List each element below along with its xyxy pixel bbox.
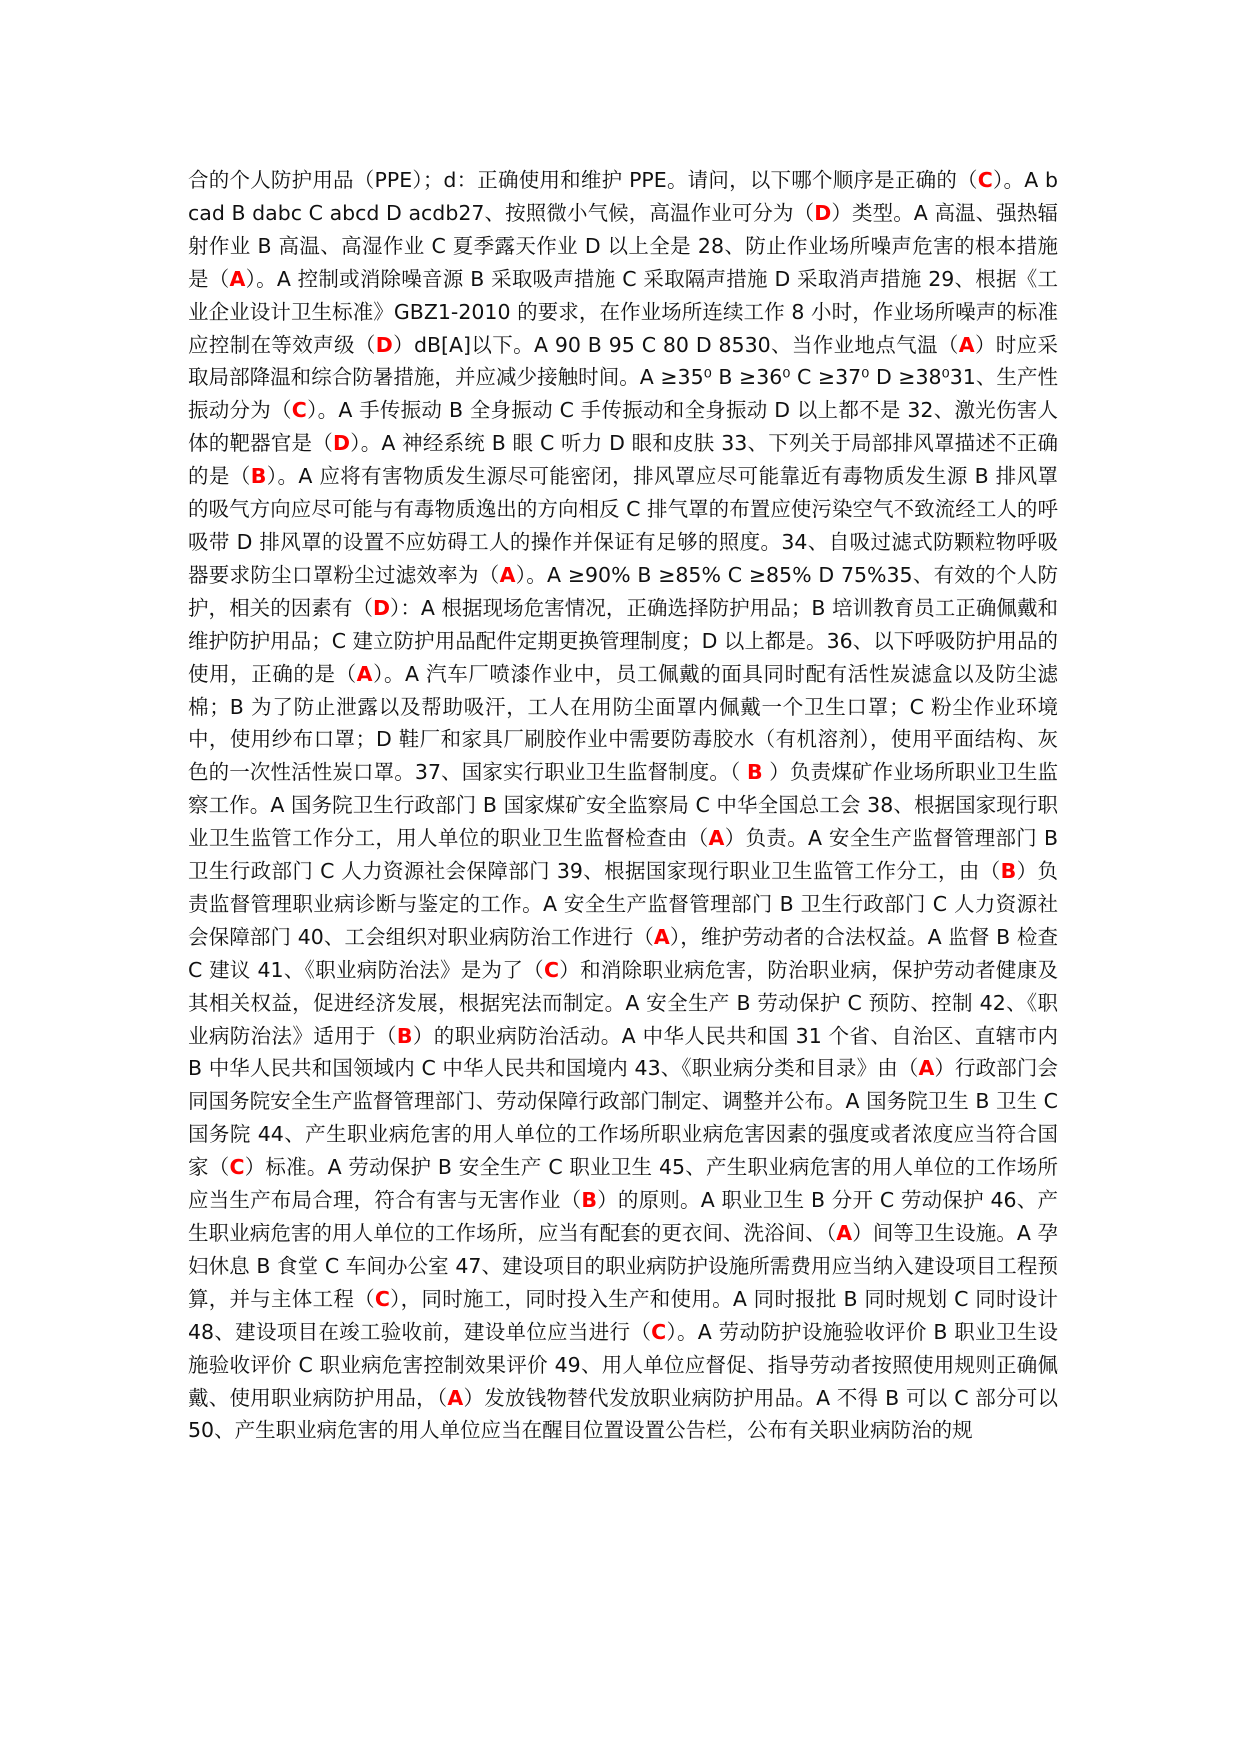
- question-text: ）dB[A]以下。A 90 B 95 C 80 D 8530、当作业地点气温（: [392, 332, 959, 357]
- question-text: ），同时施工，同时投入生产和使用。A 同时报批 B 同时规划 C 同时设计 48、建设项目在竣工验收前，建设单位应当进行（: [188, 1286, 1059, 1344]
- answer-letter: D: [814, 200, 832, 225]
- answer-letter: A: [918, 1056, 935, 1081]
- question-text: ）发放钱物替代发放职业病防护用品。A 不得 B 可以 C 部分可以 50、产生职业病危害的用人单位应当在醒目位置设置公告栏，公布有关职业病防治的规: [188, 1385, 1058, 1443]
- answer-letter: C: [229, 1155, 245, 1180]
- question-text: ）的职业病防治活动。A 中华人民共和国 31 个省、自治区、直辖市内 B 中华人民共和国领域内 C 中华人民共和国境内 43、《职业病分类和目录》由（: [188, 1023, 1058, 1081]
- answer-letter: A: [958, 332, 975, 357]
- answer-letter: A: [229, 266, 246, 291]
- answer-letter: B: [250, 464, 267, 489]
- answer-letter: A: [499, 562, 516, 587]
- answer-letter: C: [977, 168, 993, 192]
- answer-letter: A: [653, 924, 670, 949]
- answer-letter: A: [708, 826, 725, 851]
- question-text: ）。A ≥90% B ≥85% C ≥85% D 75%35、有效的个人防护，相关的因素有（: [188, 562, 1058, 620]
- answer-letter: C: [374, 1286, 390, 1311]
- question-text: ）。A 劳动防护设施验收评价 B 职业卫生设施验收评价 C 职业病危害控制效果评价 49、用人单位应督促、指导劳动者按照使用规则正确佩戴、使用职业病防护用品，（: [188, 1319, 1058, 1410]
- answer-letter: C: [651, 1319, 667, 1344]
- question-text: ），维护劳动者的合法权益。A 监督 B 检查 C 建议 41、《职业病防治法》是为了（: [188, 924, 1058, 982]
- question-text: ）行政部门会同国务院安全生产监督管理部门、劳动保障行政部门制定、调整并公布。A 国务院卫生 B 卫生 C 国务院 44、产生职业病危害的用人单位的工作场所职业病危害因素的强度或者浓度应当符合国家（: [188, 1056, 1059, 1180]
- answer-letter: B: [1000, 859, 1017, 884]
- question-text: ）。A 汽车厂喷漆作业中，员工佩戴的面具同时配有活性炭滤盒以及防尘滤棉；B 为了防止泄露以及帮助吸汗，工人在用防尘面罩内佩戴一个卫生口罩；C 粉尘作业环境中，使用纱布口罩；D 鞋厂和家具厂刷胶作业中需要防毒胶水（有机溶剂），使用平面结构、灰色的一次性活性炭口罩。37、国家实行职业卫生监督制度。（: [188, 661, 1058, 785]
- answer-letter: B: [581, 1188, 598, 1213]
- question-text: ）间等卫生设施。A 孕妇休息 B 食堂 C 车间办公室 47、建设项目的职业病防护设施所需费用应当纳入建设项目工程预算，并与主体工程（: [188, 1221, 1059, 1311]
- question-text: ）：A 根据现场危害情况，正确选择防护用品；B 培训教育员工正确佩戴和维护防护用品；C 建立防护用品配件定期更换管理制度；D 以上都是。36、以下呼吸防护用品的使用，正确的是（: [188, 595, 1059, 686]
- question-text: ）负责煤矿作业场所职业卫生监察工作。A 国务院卫生行政部门 B 国家煤矿安全监察局 C 中华全国总工会 38、根据国家现行职业卫生监管工作分工，用人单位的职业卫生监督检查由（: [188, 760, 1059, 851]
- answer-letter: B: [396, 1023, 413, 1048]
- question-text: ）。A 应将有害物质发生源尽可能密闭，排风罩应尽可能靠近有毒物质发生源 B 排风罩的吸气方向应尽可能与有毒物质逸出的方向相反 C 排气罩的布置应使污染空气不致流经工人的呼吸带 D 排风罩的设置不应妨碍工人的操作并保证有足够的照度。34、自吸过滤式防颗粒物呼吸器要求防尘口罩粉尘过滤效率为（: [188, 464, 1058, 587]
- question-text: ）的原则。A 职业卫生 B 分开 C 劳动保护 46、产生职业病危害的用人单位的工作场所，应当有配套的更衣间、洗浴间、（: [188, 1188, 1058, 1245]
- answer-letter: A: [356, 661, 373, 686]
- answer-letter: D: [332, 431, 351, 456]
- answer-letter: A: [447, 1385, 464, 1410]
- question-text: ）负责。A 安全生产监督管理部门 B 卫生行政部门 C 人力资源社会保障部门 39、根据国家现行职业卫生监管工作分工，由（: [188, 826, 1059, 884]
- answer-letter: C: [543, 957, 559, 982]
- answer-letter: D: [372, 595, 390, 620]
- question-text: ）。A 手传振动 B 全身振动 C 手传振动和全身振动 D 以上都不是 32、激光伤害人体的靶器官是（: [188, 398, 1059, 456]
- question-text: ）。A bcad B dabc C abcd D acdb27、按照微小气候，高温作业可分为（: [188, 168, 1058, 225]
- answer-letter: C: [291, 398, 307, 423]
- answer-letter: A: [836, 1221, 853, 1245]
- question-text: 合的个人防护用品（PPE）；d：正确使用和维护 PPE。请问，以下哪个顺序是正确的（: [188, 168, 978, 192]
- question-text: ）时应采取局部降温和综合防暑措施，并应减少接触时间。A ≥35⁰ B ≥36⁰ C ≥37⁰ D ≥38⁰31、生产性振动分为（: [188, 332, 1059, 423]
- question-text: ）标准。A 劳动保护 B 安全生产 C 职业卫生 45、产生职业病危害的用人单位的工作场所应当生产布局合理，符合有害与无害作业（: [188, 1155, 1058, 1213]
- answer-letter: D: [375, 332, 393, 357]
- answer-letter: B: [747, 760, 763, 785]
- question-text: ）类型。A 高温、强热辐射作业 B 高温、高湿作业 C 夏季露天作业 D 以上全是 28、防止作业场所噪声危害的根本措施是（: [188, 200, 1058, 291]
- question-text: ）和消除职业病危害，防治职业病，保护劳动者健康及其相关权益，促进经济发展，根据宪法而制定。A 安全生产 B 劳动保护 C 预防、控制 42、《职业病防治法》适用于（: [188, 957, 1059, 1048]
- question-text: ）负责监督管理职业病诊断与鉴定的工作。A 安全生产监督管理部门 B 卫生行政部门 C 人力资源社会保障部门 40、工会组织对职业病防治工作进行（: [188, 859, 1058, 949]
- document-body: [188, 164, 1058, 1447]
- question-text: ）。A 控制或消除噪音源 B 采取吸声措施 C 采取隔声措施 D 采取消声措施 29、根据《工业企业设计卫生标准》GBZ1-2010 的要求，在作业场所连续工作 8 小时，作业场所噪声的标准应控制在等效声级（: [188, 266, 1059, 357]
- question-text: ）。A 神经系统 B 眼 C 听力 D 眼和皮肤 33、下列关于局部排风罩描述不正确的是（: [188, 431, 1058, 489]
